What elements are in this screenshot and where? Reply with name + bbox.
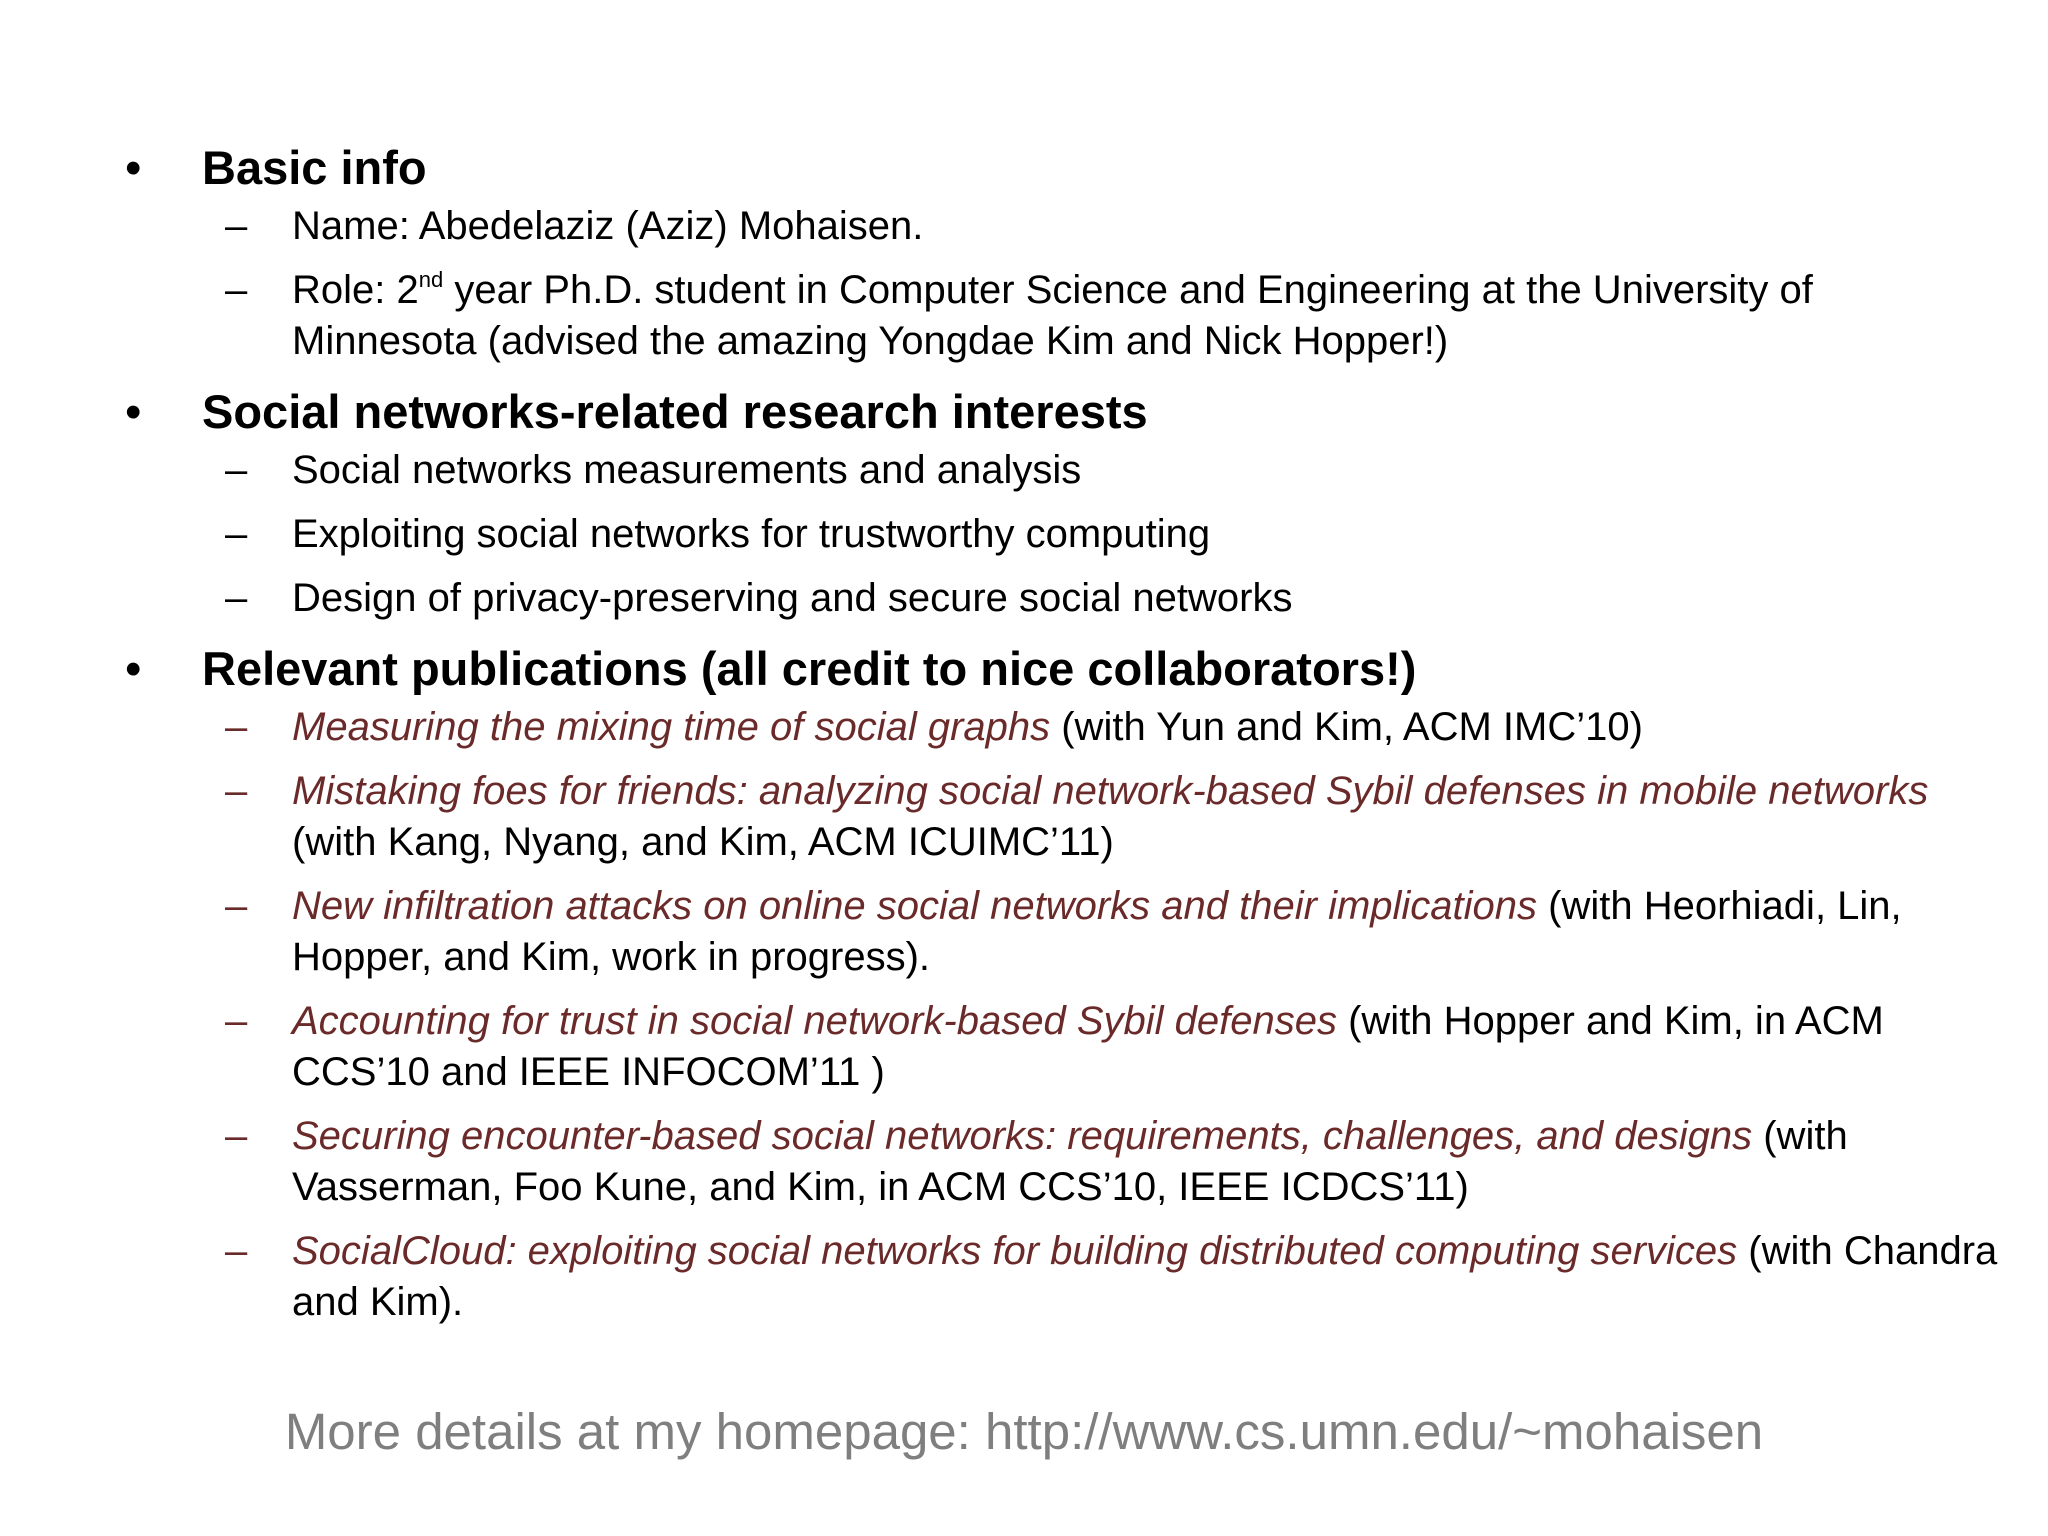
publication-details: (with Heorhiadi, Lin, Hopper, and Kim, work in progress). bbox=[292, 884, 1902, 979]
dash-icon: – bbox=[225, 576, 248, 620]
publication-item bbox=[125, 702, 2005, 753]
publication-title: Measuring the mixing time of social graphs bbox=[292, 705, 1051, 749]
section-heading bbox=[125, 637, 2005, 700]
dash-icon: – bbox=[225, 1114, 248, 1158]
list-item bbox=[125, 265, 2005, 367]
publication-item bbox=[125, 881, 2005, 983]
publication-details: (with Chandra and Kim). bbox=[292, 1229, 1998, 1324]
homepage-footer: More details at my homepage: http://www.cs.umn.edu/~mohaisen bbox=[284, 1403, 1764, 1460]
publication-details: (with Yun and Kim, ACM IMC’10) bbox=[1050, 705, 1643, 749]
dash-icon: – bbox=[225, 204, 248, 248]
publication-title: New infiltration attacks on online social networks and their implications bbox=[292, 884, 1538, 928]
publication-title: Securing encounter-based social networks: requirements, challenges, and designs bbox=[292, 1114, 1753, 1158]
dash-icon: – bbox=[225, 999, 248, 1043]
bullet-icon: • bbox=[125, 642, 142, 695]
slide-content bbox=[125, 136, 2005, 1341]
ordinal-superscript: nd bbox=[418, 267, 444, 292]
section-heading bbox=[125, 380, 2005, 443]
publication-item bbox=[125, 1226, 2005, 1328]
dash-icon: – bbox=[225, 512, 248, 556]
heading-text: Relevant publications (all credit to nice collaborators!) bbox=[202, 642, 1417, 695]
bullet-icon: • bbox=[125, 385, 142, 438]
section-basic-info bbox=[125, 136, 2005, 367]
dash-icon: – bbox=[225, 1229, 248, 1273]
item-text: Design of privacy-preserving and secure social networks bbox=[292, 576, 1293, 620]
list-item bbox=[125, 201, 2005, 252]
dash-icon: – bbox=[225, 884, 248, 928]
publication-title: Accounting for trust in social network-based Sybil defenses bbox=[292, 999, 1337, 1043]
item-text-prefix: Role: 2 bbox=[292, 268, 419, 312]
item-text: Social networks measurements and analysis bbox=[292, 448, 1082, 492]
dash-icon: – bbox=[225, 705, 248, 749]
publication-details: (with Kang, Nyang, and Kim, ACM ICUIMC’11) bbox=[292, 820, 1114, 864]
publication-title: SocialCloud: exploiting social networks for building distributed computing services bbox=[292, 1229, 1738, 1273]
publication-list bbox=[125, 702, 2005, 1328]
list-item bbox=[125, 573, 2005, 624]
list-item bbox=[125, 509, 2005, 560]
dash-icon: – bbox=[225, 448, 248, 492]
item-text: Exploiting social networks for trustworthy computing bbox=[292, 512, 1211, 556]
publication-item bbox=[125, 1111, 2005, 1213]
publication-title: Mistaking foes for friends: analyzing social network-based Sybil defenses in mobile networks bbox=[292, 769, 1929, 813]
section-research-interests bbox=[125, 380, 2005, 624]
section-publications bbox=[125, 637, 2005, 1328]
publication-details: (with Hopper and Kim, in ACM CCS’10 and IEEE INFOCOM’11 ) bbox=[292, 999, 1884, 1094]
dash-icon: – bbox=[225, 268, 248, 312]
item-text-suffix: year Ph.D. student in Computer Science and Engineering at the University of Minnesota (advised the amazing Yongdae Kim and Nick Hopper!) bbox=[292, 268, 1813, 363]
publication-item bbox=[125, 766, 2005, 868]
bullet-icon: • bbox=[125, 141, 142, 194]
dash-icon: – bbox=[225, 769, 248, 813]
section-heading bbox=[125, 136, 2005, 199]
sub-list bbox=[125, 201, 2005, 367]
item-text: Name: Abedelaziz (Aziz) Mohaisen. bbox=[292, 204, 924, 248]
heading-text: Basic info bbox=[202, 141, 427, 194]
heading-text: Social networks-related research interests bbox=[202, 385, 1148, 438]
list-item bbox=[125, 445, 2005, 496]
publication-item bbox=[125, 996, 2005, 1098]
sub-list bbox=[125, 445, 2005, 624]
publication-details: (with Vasserman, Foo Kune, and Kim, in ACM CCS’10, IEEE ICDCS’11) bbox=[292, 1114, 1848, 1209]
